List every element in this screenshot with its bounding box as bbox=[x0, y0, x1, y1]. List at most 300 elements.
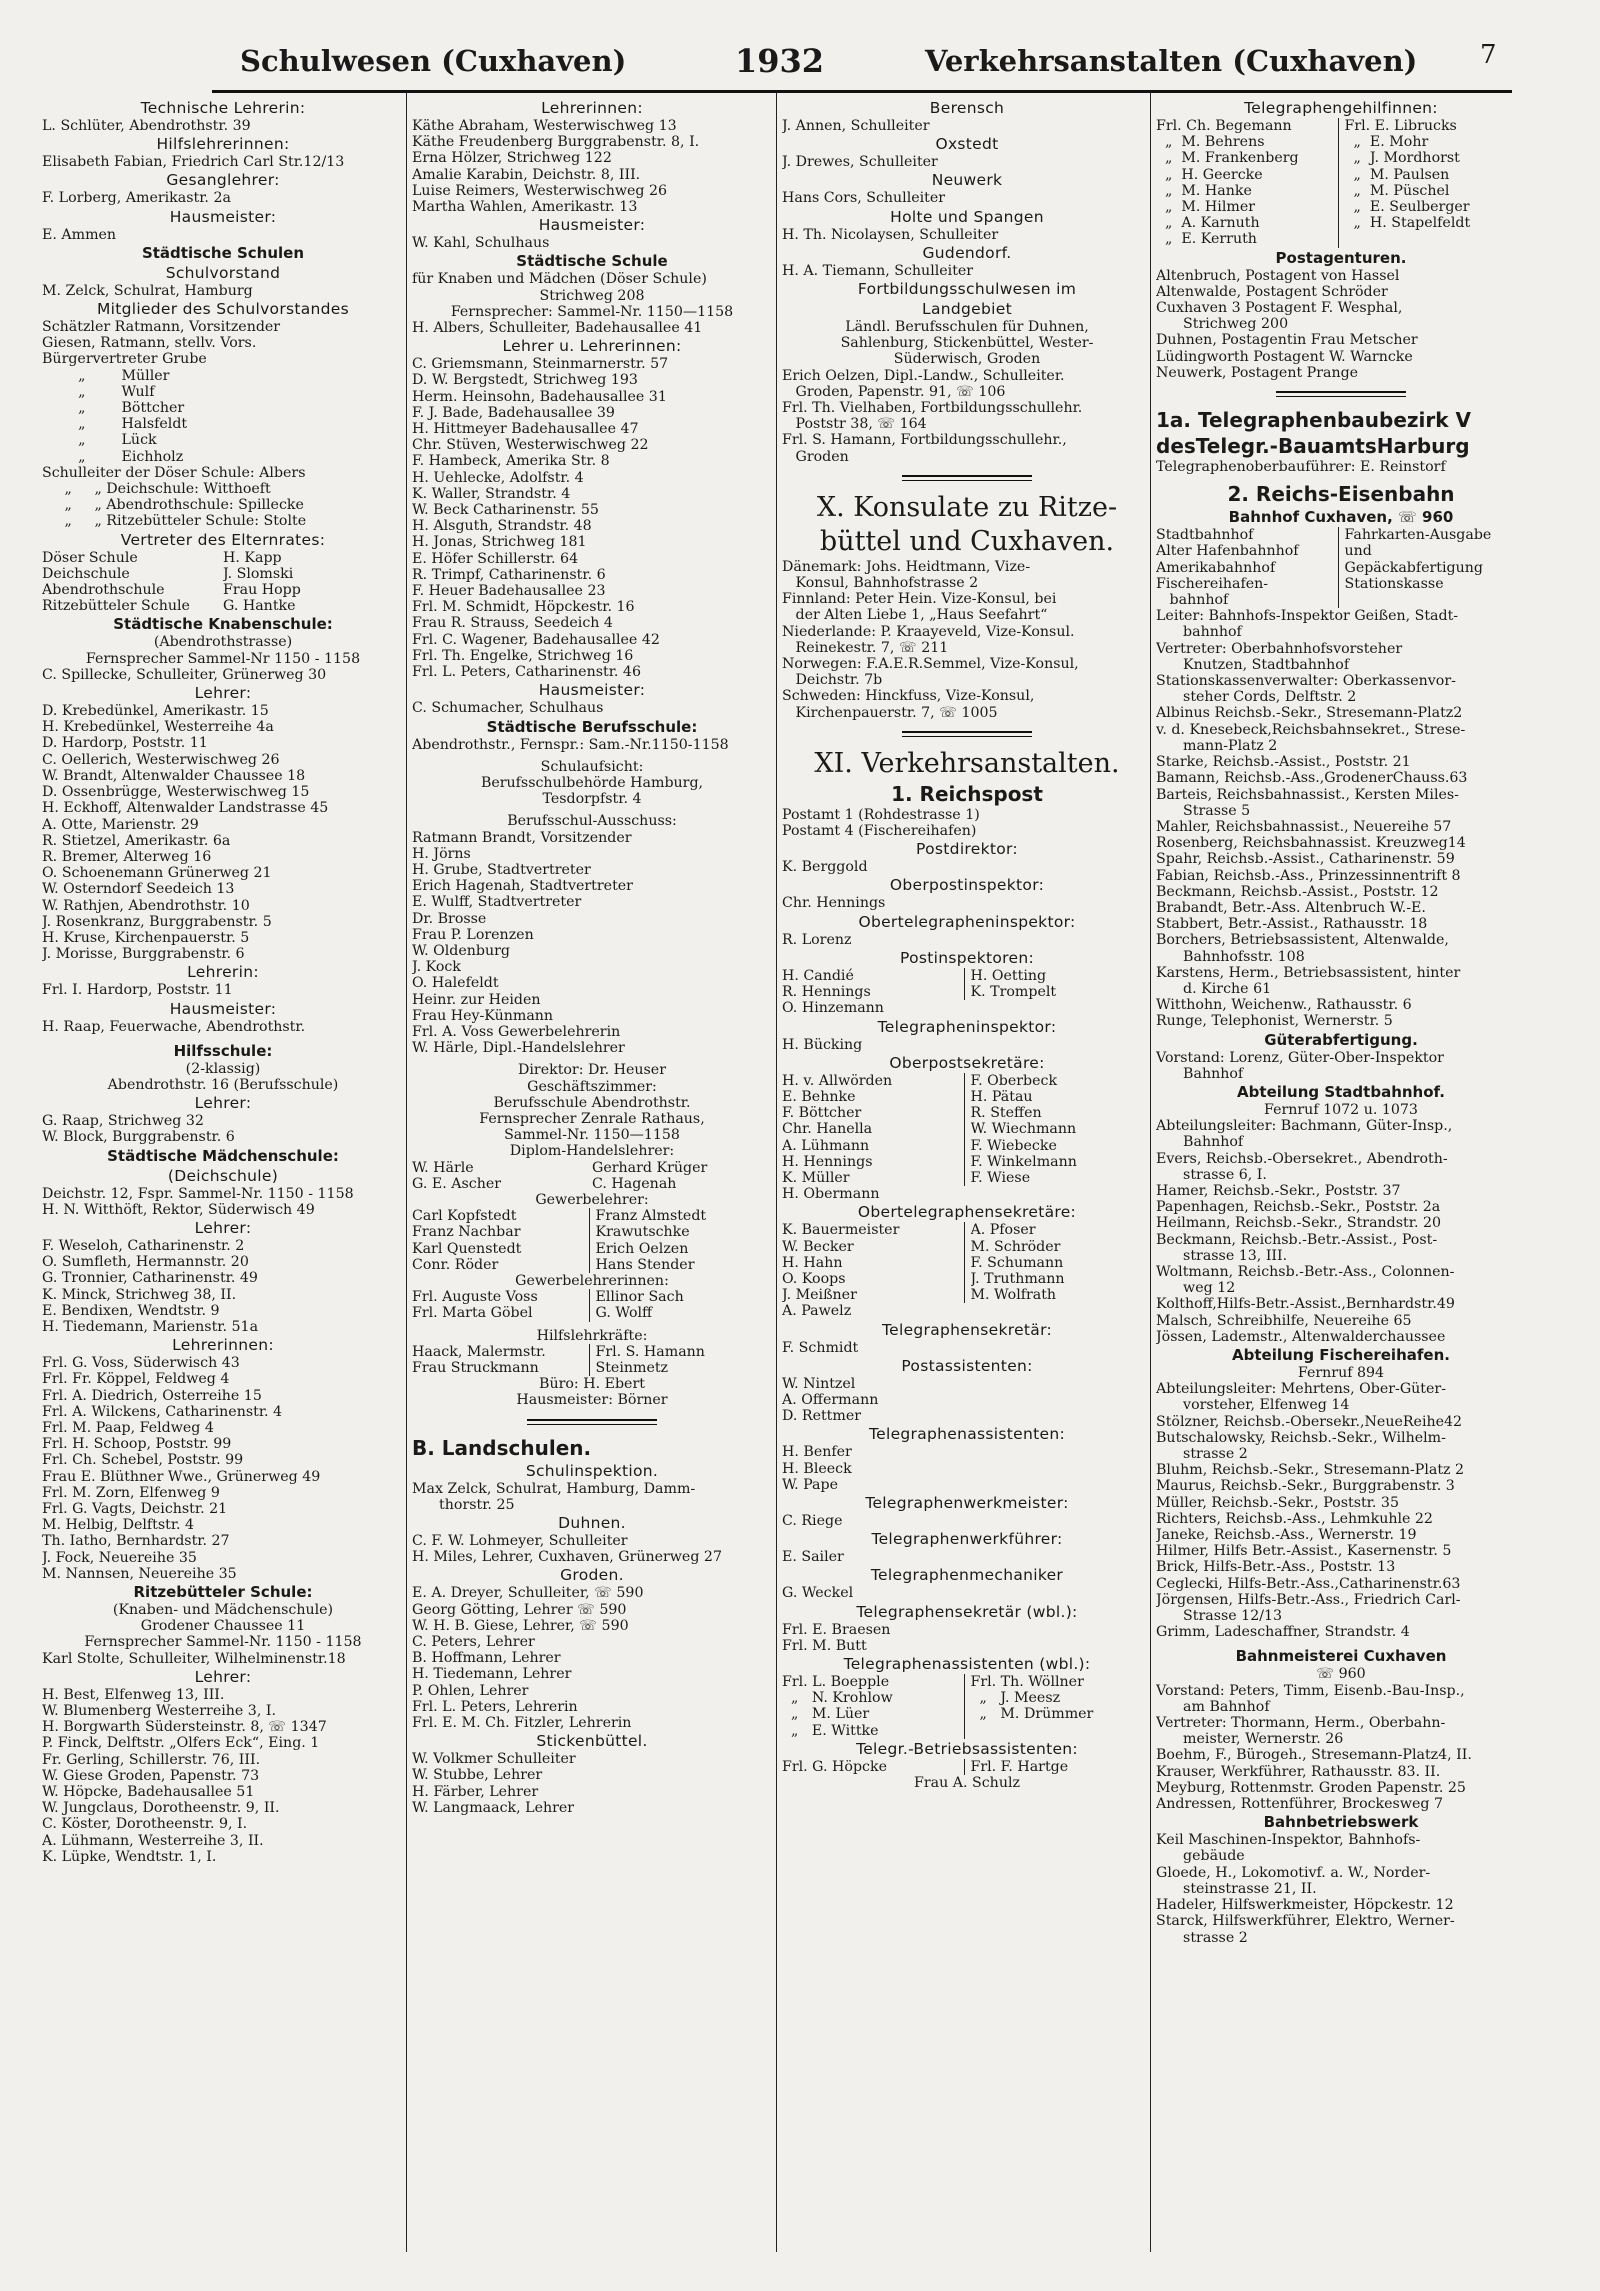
entry-left: bahnhof bbox=[1156, 592, 1339, 608]
entry-left: Conr. Röder bbox=[412, 1257, 590, 1273]
section-heading: Oxstedt bbox=[935, 135, 999, 154]
entry-line: Müller, Reichsb.-Sekr., Poststr. 35 bbox=[1156, 1494, 1399, 1511]
two-column-entry bbox=[782, 1138, 1152, 1154]
bold-heading: Städtische Schulen bbox=[141, 243, 305, 262]
entry-line: Käthe Abraham, Westerwischweg 13 bbox=[412, 118, 677, 134]
entry-line: R. Lorenz bbox=[782, 931, 852, 948]
entry-line: „ Halsfeldt bbox=[42, 416, 188, 433]
two-column-entry bbox=[1156, 527, 1526, 543]
centered-line: Abendrothstr. 16 (Berufsschule) bbox=[107, 1076, 339, 1093]
entry-right: F. Schumann bbox=[970, 1254, 1064, 1271]
entry-line: Strasse 5 bbox=[1156, 802, 1251, 819]
entry-line: O. Schoenemann Grünerweg 21 bbox=[42, 865, 272, 882]
entry-line: Deichstr. 7b bbox=[782, 672, 883, 689]
centered-line: Berufsschulbehörde Hamburg, bbox=[480, 774, 704, 791]
entry-line: Duhnen, Postagentin Frau Metscher bbox=[1156, 332, 1418, 349]
section-heading: Vertreter des Elternrates: bbox=[120, 530, 326, 549]
entry-line: Lüdingworth Postagent W. Warncke bbox=[1156, 348, 1413, 365]
entry-right: F. Wiese bbox=[970, 1169, 1031, 1186]
two-column-entry bbox=[782, 1170, 1152, 1186]
section-heading: Lehrerinnen: bbox=[172, 1336, 274, 1355]
entry-line: Albinus Reichsb.-Sekr., Stresemann-Platz2 bbox=[1156, 705, 1463, 722]
section-heading: Schulinspektion. bbox=[525, 1461, 659, 1480]
entry-line: Kolthoff,Hilfs-Betr.-Assist.,Bernhardstr.49 bbox=[1156, 1296, 1455, 1313]
entry-line: Ceglecki, Hilfs-Betr.-Ass.,Catharinenstr.63 bbox=[1156, 1575, 1461, 1592]
entry-line: H. Grube, Stadtvertreter bbox=[412, 861, 591, 878]
entry-line: vorsteher, Elfenweg 14 bbox=[1156, 1397, 1350, 1414]
entry-line: Bürgervertreter Grube bbox=[42, 351, 207, 368]
section-divider bbox=[527, 1419, 657, 1425]
entry-right: F. Oberbeck bbox=[970, 1072, 1058, 1089]
entry-line: P. Ohlen, Lehrer bbox=[412, 1682, 529, 1699]
two-column-entry bbox=[1156, 199, 1526, 215]
entry-left: Ritzebütteler Schule bbox=[42, 598, 190, 615]
entry-line: Groden, Papenstr. 91, ☏ 106 bbox=[782, 383, 1006, 400]
entry-line: Papenhagen, Reichsb.-Sekr., Poststr. 2a bbox=[1156, 1199, 1441, 1216]
centered-line: Direktor: Dr. Heuser bbox=[518, 1062, 666, 1079]
entry-line: Frl. M. Butt bbox=[782, 1637, 867, 1654]
section-heading: Landgebiet bbox=[922, 300, 1012, 319]
centered-line: Hausmeister: Börner bbox=[516, 1392, 668, 1409]
two-column-entry bbox=[1156, 134, 1526, 150]
section-heading: Telegraphensekretär: bbox=[882, 1320, 1052, 1339]
entry-line: steinstrasse 21, II. bbox=[1156, 1880, 1317, 1897]
entry-line: W. Oldenburg bbox=[412, 942, 510, 959]
centered-line: Berufsschule Abendrothstr. bbox=[493, 1094, 691, 1111]
entry-line: Th. Iatho, Bernhardstr. 27 bbox=[42, 1533, 230, 1550]
entry-line: Postamt 1 (Rohdestrasse 1) bbox=[782, 806, 980, 823]
bold-heading: Abteilung Stadtbahnhof. bbox=[1237, 1082, 1445, 1101]
entry-left: Deichschule bbox=[42, 565, 130, 582]
two-column-entry bbox=[782, 1690, 1152, 1706]
centered-line: (Knaben- und Mädchenschule) bbox=[112, 1602, 334, 1619]
entry-line: Andressen, Rottenführer, Brockesweg 7 bbox=[1156, 1796, 1443, 1813]
entry-left: Frau Struckmann bbox=[412, 1360, 590, 1376]
entry-line: H. Hittmeyer Badehausallee 47 bbox=[412, 421, 639, 438]
two-column-entry bbox=[1156, 183, 1526, 199]
entry-line: Leiter: Bahnhofs-Inspektor Geißen, Stadt- bbox=[1156, 608, 1459, 625]
entry-line: Heilmann, Reichsb.-Sekr., Strandstr. 20 bbox=[1156, 1215, 1442, 1232]
major-heading: B. Landschulen. bbox=[412, 1435, 592, 1460]
entry-line: E. Bendixen, Wendtstr. 9 bbox=[42, 1302, 220, 1319]
entry-line: Altenwalde, Postagent Schröder bbox=[1156, 283, 1388, 300]
entry-line: Vertreter: Oberbahnhofsvorsteher bbox=[1156, 640, 1403, 657]
section-heading: Telegraphensekretär (wbl.): bbox=[856, 1602, 1078, 1621]
column-1 bbox=[42, 98, 404, 1865]
two-column-entry bbox=[1156, 167, 1526, 183]
entry-line: H. Jonas, Strichweg 181 bbox=[412, 534, 587, 551]
entry-right: Hans Stender bbox=[595, 1256, 695, 1273]
centered-line: Ländl. Berufsschulen für Duhnen, bbox=[845, 319, 1089, 336]
entry-line: strasse 2 bbox=[1156, 1929, 1248, 1946]
entry-line: W. Volkmer Schulleiter bbox=[412, 1751, 576, 1768]
entry-line: Abteilungsleiter: Bachmann, Güter-Insp., bbox=[1156, 1118, 1453, 1135]
entry-line: H. Th. Nicolaysen, Schulleiter bbox=[782, 226, 999, 243]
entry-left: Alter Hafenbahnhof bbox=[1156, 543, 1339, 559]
entry-right: J. Truthmann bbox=[970, 1270, 1065, 1287]
two-column-entry bbox=[412, 1176, 772, 1192]
chapter-title: büttel und Cuxhaven. bbox=[819, 525, 1115, 557]
entry-line: Konsul, Bahnhofstrasse 2 bbox=[782, 575, 979, 592]
entry-line: O. Sumfleth, Hermannstr. 20 bbox=[42, 1254, 249, 1271]
entry-right: Franz Almstedt bbox=[595, 1208, 707, 1225]
section-heading: Telegraphenwerkführer: bbox=[871, 1530, 1063, 1549]
entry-line: Bamann, Reichsb.-Ass.,GrodenerChauss.63 bbox=[1156, 770, 1468, 787]
entry-left: A. Lühmann bbox=[782, 1138, 965, 1154]
centered-line: Fernsprecher Sammel-Nr 1150 - 1158 bbox=[85, 650, 361, 667]
entry-line: Grimm, Ladeschaffner, Strandstr. 4 bbox=[1156, 1624, 1410, 1641]
entry-line: Starck, Hilfswerkführer, Elektro, Werner- bbox=[1156, 1913, 1455, 1930]
entry-left: Stadtbahnhof bbox=[1156, 527, 1339, 543]
entry-line: Malsch, Schreibhilfe, Neuereihe 65 bbox=[1156, 1312, 1412, 1329]
entry-line: Frl. I. Hardorp, Poststr. 11 bbox=[42, 982, 233, 999]
entry-line: M. Zelck, Schulrat, Hamburg bbox=[42, 282, 253, 299]
entry-line: Vorstand: Lorenz, Güter-Ober-Inspektor bbox=[1156, 1049, 1444, 1066]
entry-left: H. Hahn bbox=[782, 1255, 965, 1271]
two-column-entry bbox=[412, 1224, 772, 1240]
entry-right: „ E. Seulberger bbox=[1344, 199, 1470, 216]
entry-right: Frl. S. Hamann bbox=[595, 1343, 705, 1360]
entry-line: Woltmann, Reichsb.-Betr.-Ass., Colonnen- bbox=[1156, 1263, 1455, 1280]
entry-line: Strasse 12/13 bbox=[1156, 1608, 1283, 1625]
entry-line: H. Kruse, Kirchenpauerstr. 5 bbox=[42, 929, 250, 946]
entry-line: Deichstr. 12, Fspr. Sammel-Nr. 1150 - 1158 bbox=[42, 1185, 354, 1202]
entry-right: Frau Hopp bbox=[223, 582, 301, 599]
entry-line: Bahnhof bbox=[1156, 1065, 1244, 1082]
entry-line: Gloede, H., Lokomotivf. a. W., Norder- bbox=[1156, 1864, 1431, 1881]
entry-line: F. Lorberg, Amerikastr. 2a bbox=[42, 190, 231, 207]
entry-line: strasse 2 bbox=[1156, 1446, 1248, 1463]
entry-line: A. Lühmann, Westerreihe 3, II. bbox=[42, 1832, 264, 1849]
entry-line: Beckmann, Reichsb.-Assist., Poststr. 12 bbox=[1156, 883, 1439, 900]
entry-right: W. Wiechmann bbox=[970, 1121, 1077, 1138]
entry-line: H. Tiedemann, Lehrer bbox=[412, 1666, 572, 1683]
entry-right: Stationskasse bbox=[1344, 575, 1444, 592]
two-column-entry bbox=[782, 1154, 1152, 1170]
entry-line: K. Berggold bbox=[782, 859, 868, 876]
entry-line: Neuwerk, Postagent Prange bbox=[1156, 364, 1359, 381]
entry-line: Frau E. Blüthner Wwe., Grünerweg 49 bbox=[42, 1468, 321, 1485]
section-heading: Oberpostsekretäre: bbox=[889, 1053, 1045, 1072]
section-heading: Hausmeister: bbox=[169, 207, 277, 226]
entry-line: H. N. Witthöft, Rektor, Süderwisch 49 bbox=[42, 1201, 315, 1218]
two-column-entry bbox=[42, 582, 404, 598]
entry-line: C. Spillecke, Schulleiter, Grünerweg 30 bbox=[42, 666, 327, 683]
entry-line: Schätzler Ratmann, Vorsitzender bbox=[42, 319, 281, 336]
entry-line: Richters, Reichsb.-Ass., Lehmkuhle 22 bbox=[1156, 1510, 1433, 1527]
entry-line: W. Härle, Dipl.-Handelslehrer bbox=[412, 1040, 625, 1057]
entry-left: Carl Kopfstedt bbox=[412, 1208, 590, 1224]
entry-left: „ M. Behrens bbox=[1156, 134, 1339, 150]
two-column-entry bbox=[1156, 543, 1526, 559]
entry-line: H. Obermann bbox=[782, 1186, 880, 1203]
entry-line: Bahnhof bbox=[1156, 1134, 1244, 1151]
two-column-entry bbox=[782, 1222, 1152, 1238]
entry-line: Niederlande: P. Kraayeveld, Vize-Konsul. bbox=[782, 623, 1075, 640]
centered-line: Strichweg 208 bbox=[539, 287, 645, 304]
entry-line: Frl. A. Voss Gewerbelehrerin bbox=[412, 1023, 621, 1040]
two-column-entry bbox=[782, 1271, 1152, 1287]
entry-right: Gepäckabfertigung bbox=[1344, 559, 1483, 576]
entry-right: J. Slomski bbox=[223, 565, 294, 582]
entry-right: Gerhard Krüger bbox=[592, 1159, 708, 1176]
entry-line: W. Höpcke, Badehausallee 51 bbox=[42, 1784, 255, 1801]
entry-line: Boehm, F., Bürogeh., Stresemann-Platz4, II. bbox=[1156, 1747, 1472, 1764]
entry-right: K. Trompelt bbox=[970, 984, 1057, 1001]
two-column-entry bbox=[1156, 592, 1526, 608]
two-column-entry bbox=[782, 1706, 1152, 1722]
entry-line: Meyburg, Rottenmstr. Groden Papenstr. 25 bbox=[1156, 1779, 1466, 1796]
entry-left: W. Härle bbox=[412, 1159, 474, 1176]
entry-right bbox=[1345, 231, 1527, 247]
entry-line: Fr. Gerling, Schillerstr. 76, III. bbox=[42, 1751, 261, 1768]
section-heading: Hausmeister: bbox=[169, 999, 277, 1018]
entry-line: H. Jörns bbox=[412, 845, 471, 862]
entry-right: „ J. Mordhorst bbox=[1344, 150, 1460, 167]
two-column-entry bbox=[782, 1121, 1152, 1137]
two-column-entry bbox=[782, 1089, 1152, 1105]
entry-line: Frl. H. Schoop, Poststr. 99 bbox=[42, 1436, 232, 1453]
section-heading: Telegraphenwerkmeister: bbox=[865, 1493, 1069, 1512]
entry-right: Ellinor Sach bbox=[595, 1289, 684, 1306]
entry-line: Postamt 4 (Fischereihafen) bbox=[782, 823, 977, 840]
section-heading: Telegraphenassistenten (wbl.): bbox=[843, 1654, 1091, 1673]
section-heading: Postassistenten: bbox=[901, 1356, 1033, 1375]
entry-right: „ E. Mohr bbox=[1344, 134, 1429, 151]
entry-line: H. Miles, Lehrer, Cuxhaven, Grünerweg 27 bbox=[412, 1549, 722, 1566]
entry-line: steher Cords, Delftstr. 2 bbox=[1156, 689, 1357, 706]
entry-right: und bbox=[1344, 543, 1372, 560]
entry-line: G. Raap, Strichweg 32 bbox=[42, 1113, 204, 1130]
page-number: 7 bbox=[1480, 40, 1497, 70]
header-rule bbox=[212, 90, 1512, 93]
entry-line: „ Böttcher bbox=[42, 400, 185, 417]
entry-line: Borchers, Betriebsassistent, Altenwalde, bbox=[1156, 932, 1449, 949]
entry-right: G. Hantke bbox=[223, 598, 296, 615]
entry-left: Abendrothschule bbox=[42, 582, 165, 599]
entry-line: Abteilungsleiter: Mehrtens, Ober-Güter- bbox=[1156, 1381, 1446, 1398]
entry-right: „ M. Paulsen bbox=[1344, 166, 1450, 183]
entry-line: M. Helbig, Delftstr. 4 bbox=[42, 1517, 195, 1534]
entry-line: Schulleiter der Döser Schule: Albers bbox=[42, 464, 306, 481]
entry-left: K. Müller bbox=[782, 1170, 965, 1186]
entry-right: Erich Oelzen bbox=[595, 1240, 689, 1257]
entry-line: Frl. A. Diedrich, Osterreihe 15 bbox=[42, 1387, 262, 1404]
two-column-entry bbox=[782, 1239, 1152, 1255]
entry-left: G. E. Ascher bbox=[412, 1175, 502, 1192]
section-heading: Technische Lehrerin: bbox=[140, 99, 306, 117]
entry-line: Heinr. zur Heiden bbox=[412, 991, 541, 1008]
entry-line: A. Otte, Marienstr. 29 bbox=[42, 816, 199, 833]
entry-line: K. Waller, Strandstr. 4 bbox=[412, 485, 571, 502]
centered-line: Fernsprecher Sammel-Nr. 1150 - 1158 bbox=[84, 1634, 362, 1651]
entry-line: Luise Reimers, Westerwischweg 26 bbox=[412, 182, 668, 199]
entry-line: H. Borgwarth Südersteinstr. 8, ☏ 1347 bbox=[42, 1719, 327, 1736]
entry-line: J. Fock, Neuereihe 35 bbox=[42, 1549, 197, 1566]
entry-line: Knutzen, Stadtbahnhof bbox=[1156, 656, 1350, 673]
entry-line: Frl. C. Wagener, Badehausallee 42 bbox=[412, 631, 660, 648]
entry-left: Fischereihafen- bbox=[1156, 576, 1339, 592]
entry-line: L. Schlüter, Abendrothstr. 39 bbox=[42, 118, 251, 134]
entry-line: Stabbert, Betr.-Assist., Rathausstr. 18 bbox=[1156, 916, 1428, 933]
entry-line: W. Block, Burggrabenstr. 6 bbox=[42, 1129, 235, 1146]
entry-line: H. Alsguth, Strandstr. 48 bbox=[412, 518, 592, 535]
centered-line: Fernsprecher Zenrale Rathaus, bbox=[479, 1110, 705, 1127]
entry-right: H. Oetting bbox=[970, 967, 1047, 984]
bold-heading: Städtische Berufsschule: bbox=[486, 717, 698, 736]
entry-line: Keil Maschinen-Inspektor, Bahnhofs- bbox=[1156, 1832, 1421, 1849]
entry-line: W. Langmaack, Lehrer bbox=[412, 1799, 575, 1816]
entry-left: Chr. Hanella bbox=[782, 1121, 965, 1137]
entry-right: „ J. Meesz bbox=[970, 1690, 1061, 1707]
entry-left: „ M. Frankenberg bbox=[1156, 150, 1339, 166]
entry-line: für Knaben und Mädchen (Döser Schule) bbox=[412, 271, 707, 288]
centered-line: (Abendrothstrasse) bbox=[153, 634, 293, 651]
entry-line: Dr. Brosse bbox=[412, 910, 487, 927]
section-heading: Oberpostinspektor: bbox=[889, 876, 1045, 895]
entry-line: „ Eichholz bbox=[42, 448, 184, 465]
section-heading: Telegraphenmechaniker bbox=[870, 1566, 1064, 1585]
entry-line: F. Weseloh, Catharinenstr. 2 bbox=[42, 1237, 245, 1254]
entry-line: J. Drewes, Schulleiter bbox=[782, 154, 938, 171]
entry-line: Dänemark: Johs. Heidtmann, Vize- bbox=[782, 558, 1031, 575]
entry-line: bahnhof bbox=[1156, 624, 1242, 641]
entry-right: M. Wolfrath bbox=[970, 1287, 1057, 1304]
entry-right: Steinmetz bbox=[595, 1360, 669, 1377]
centered-line: Fernruf 1072 u. 1073 bbox=[1264, 1101, 1418, 1118]
entry-line: Barteis, Reichsbahnassist., Kersten Miles- bbox=[1156, 786, 1459, 803]
centered-line: ☏ 960 bbox=[1316, 1666, 1366, 1683]
entry-right: R. Steffen bbox=[970, 1105, 1042, 1122]
entry-left: H. v. Allwörden bbox=[782, 1073, 965, 1089]
entry-line: J. Kock bbox=[412, 959, 461, 976]
entry-right: C. Hagenah bbox=[592, 1175, 677, 1192]
major-heading: desTelegr.-BauamtsHarburg bbox=[1156, 434, 1470, 459]
entry-left: „ E. Wittke bbox=[782, 1723, 965, 1739]
entry-line: Elisabeth Fabian, Friedrich Carl Str.12/13 bbox=[42, 154, 345, 171]
section-divider bbox=[902, 475, 1032, 481]
entry-line: Rosenberg, Reichsbahnassist. Kreuzweg14 bbox=[1156, 835, 1466, 852]
entry-line: Martha Wahlen, Amerikastr. 13 bbox=[412, 199, 638, 216]
two-column-entry bbox=[782, 1723, 1152, 1739]
entry-line: Karl Stolte, Schulleiter, Wilhelminenstr.18 bbox=[42, 1650, 346, 1667]
section-heading: (Deichschule) bbox=[167, 1166, 279, 1185]
entry-line: W. Jungclaus, Dorotheenstr. 9, II. bbox=[42, 1800, 280, 1817]
chapter-title: X. Konsulate zu Ritze- bbox=[816, 491, 1118, 523]
entry-left: Döser Schule bbox=[42, 549, 138, 566]
entry-line: R. Trimpf, Catharinenstr. 6 bbox=[412, 566, 606, 583]
two-column-entry bbox=[1156, 560, 1526, 576]
centered-line: Fernruf 894 bbox=[1297, 1365, 1385, 1381]
entry-line: K. Lüpke, Wendtstr. 1, I. bbox=[42, 1848, 217, 1865]
column-4 bbox=[1156, 98, 1526, 1946]
column-2 bbox=[412, 98, 772, 1816]
centered-line: (2-klassig) bbox=[185, 1060, 261, 1077]
entry-line: F. Hambeck, Amerika Str. 8 bbox=[412, 453, 610, 470]
entry-line: der Alten Liebe 1, „Haus Seefahrt“ bbox=[782, 607, 1048, 624]
entry-line: F. Schmidt bbox=[782, 1339, 859, 1356]
entry-line: Herm. Heinsohn, Badehausallee 31 bbox=[412, 388, 667, 405]
entry-line: C. F. W. Lohmeyer, Schulleiter bbox=[412, 1533, 628, 1550]
centered-line: Süderwisch, Groden bbox=[893, 351, 1041, 368]
entry-line: Groden bbox=[782, 448, 849, 465]
section-heading: Schulvorstand bbox=[165, 263, 281, 282]
entry-line: E. Sailer bbox=[782, 1549, 844, 1566]
entry-line: Vorstand: Peters, Timm, Eisenb.-Bau-Insp., bbox=[1156, 1682, 1465, 1699]
entry-line: Strichweg 200 bbox=[1156, 316, 1289, 333]
entry-line: Telegraphenoberbauführer: E. Reinstorf bbox=[1156, 459, 1446, 476]
two-column-entry bbox=[1156, 118, 1526, 134]
entry-left: J. Meißner bbox=[782, 1287, 965, 1303]
section-heading: Lehrer u. Lehrerinnen: bbox=[502, 337, 682, 356]
entry-line: Bluhm, Reichsb.-Sekr., Stresemann-Platz 2 bbox=[1156, 1462, 1465, 1479]
section-heading: Gesanglehrer: bbox=[166, 171, 280, 190]
entry-line: Cuxhaven 3 Postagent F. Wesphal, bbox=[1156, 300, 1403, 317]
entry-line: weg 12 bbox=[1156, 1280, 1236, 1297]
two-column-entry bbox=[1156, 215, 1526, 231]
entry-line: thorstr. 25 bbox=[412, 1496, 515, 1513]
section-heading: Hilfslehrerinnen: bbox=[156, 135, 290, 154]
entry-right: „ M. Püschel bbox=[1344, 182, 1450, 199]
section-divider bbox=[1276, 391, 1406, 397]
two-column-entry bbox=[412, 1208, 772, 1224]
two-column-entry bbox=[1156, 576, 1526, 592]
section-heading: Groden. bbox=[560, 1566, 624, 1585]
entry-line: Kirchenpauerstr. 7, ☏ 1005 bbox=[782, 704, 998, 721]
entry-line: G. Tronnier, Catharinenstr. 49 bbox=[42, 1270, 258, 1287]
entry-line: H. Uehlecke, Adolfstr. 4 bbox=[412, 469, 584, 486]
entry-line: mann-Platz 2 bbox=[1156, 737, 1278, 754]
section-heading: Berensch bbox=[929, 99, 1005, 117]
centered-line: Grodener Chaussee 11 bbox=[140, 1618, 306, 1635]
entry-line: C. Peters, Lehrer bbox=[412, 1634, 535, 1651]
entry-left: Franz Nachbar bbox=[412, 1224, 590, 1240]
two-column-entry bbox=[412, 1257, 772, 1273]
centered-line: Berufsschul-Ausschuss: bbox=[507, 813, 677, 830]
entry-left: Karl Quenstedt bbox=[412, 1241, 590, 1257]
section-heading: Neuwerk bbox=[931, 171, 1003, 190]
entry-line: Hans Cors, Schulleiter bbox=[782, 190, 946, 207]
entry-line: d. Kirche 61 bbox=[1156, 980, 1272, 997]
entry-line: Frl. G. Voss, Süderwisch 43 bbox=[42, 1355, 240, 1372]
centered-line: Geschäftszimmer: bbox=[527, 1078, 657, 1095]
entry-right: Frl. Th. Wöllner bbox=[970, 1673, 1084, 1690]
centered-line: Büro: H. Ebert bbox=[539, 1376, 645, 1393]
entry-left: Frl. Auguste Voss bbox=[412, 1289, 590, 1305]
entry-right: Frl. E. Librucks bbox=[1344, 118, 1457, 134]
entry-line: Frau R. Strauss, Seedeich 4 bbox=[412, 615, 613, 632]
entry-line: H. Benfer bbox=[782, 1444, 852, 1461]
entry-line: strasse 13, III. bbox=[1156, 1247, 1288, 1264]
entry-line: Frl. E. Braesen bbox=[782, 1621, 891, 1638]
two-column-entry bbox=[782, 1674, 1152, 1690]
entry-line: Erich Oelzen, Dipl.-Landw., Schulleiter. bbox=[782, 367, 1065, 384]
section-heading: Holte und Spangen bbox=[890, 207, 1044, 226]
entry-line: Frl. M. Zorn, Elfenweg 9 bbox=[42, 1484, 220, 1501]
entry-line: Abendrothstr., Fernspr.: Sam.-Nr.1150-1158 bbox=[412, 736, 729, 753]
section-heading: Telegr.-Betriebsassistenten: bbox=[856, 1739, 1078, 1758]
entry-line: meister, Wernerstr. 26 bbox=[1156, 1731, 1344, 1748]
bold-heading: Bahnmeisterei Cuxhaven bbox=[1235, 1647, 1447, 1666]
entry-line: W. Beck Catharinenstr. 55 bbox=[412, 502, 599, 519]
entry-line: Hamer, Reichsb.-Sekr., Poststr. 37 bbox=[1156, 1182, 1401, 1199]
entry-line: Chr. Hennings bbox=[782, 895, 886, 912]
entry-line: C. Oellerich, Westerwischweg 26 bbox=[42, 751, 280, 768]
entry-line: Frl. Ch. Schebel, Poststr. 99 bbox=[42, 1452, 244, 1469]
section-heading: Stickenbüttel. bbox=[536, 1732, 648, 1751]
entry-left: H. Hennings bbox=[782, 1154, 965, 1170]
centered-line: Tesdorpfstr. 4 bbox=[542, 791, 642, 808]
